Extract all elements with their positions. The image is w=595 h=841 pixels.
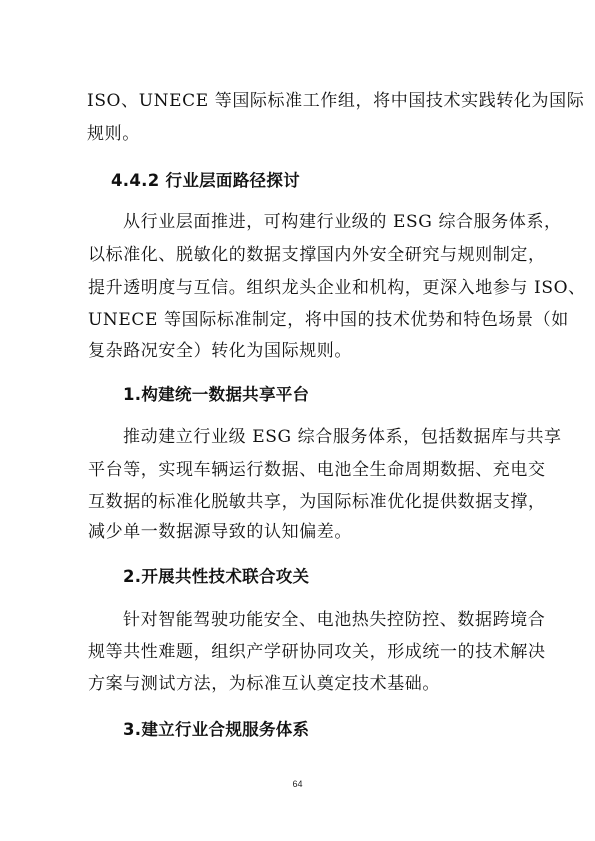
section-heading-4-4-2: 4.4.2 行业层面路径探讨: [111, 171, 300, 190]
item-2-line-1: 针对智能驾驶功能安全、电池热失控防控、数据跨境合: [123, 610, 546, 630]
intro-line-1: ISO、UNECE 等国际标准工作组，将中国技术实践转化为国际: [87, 91, 585, 111]
item-1-line-2: 平台等，实现车辆运行数据、电池全生命周期数据、充电交: [88, 460, 546, 480]
item-3-heading: 3.建立行业合规服务体系: [123, 720, 310, 739]
item-1-line-4: 减少单一数据源导致的认知偏差。: [88, 522, 352, 542]
section-442-line-2: 以标准化、脱敏化的数据支撑国内外安全研究与规则制定，: [88, 245, 546, 265]
section-442-line-4: UNECE 等国际标准制定，将中国的技术优势和特色场景（如: [88, 310, 569, 330]
section-442-line-1: 从行业层面推进，可构建行业级的 ESG 综合服务体系，: [123, 212, 562, 232]
item-1-line-3: 互数据的标准化脱敏共享，为国际标准优化提供数据支撑，: [88, 492, 546, 512]
item-1-heading: 1.构建统一数据共享平台: [123, 385, 310, 404]
item-2-heading: 2.开展共性技术联合攻关: [123, 567, 310, 586]
section-442-line-3: 提升透明度与互信。组织龙头企业和机构，更深入地参与 ISO、: [88, 278, 586, 298]
intro-line-2: 规则。: [87, 124, 140, 144]
item-2-line-3: 方案与测试方法，为标准互认奠定技术基础。: [88, 674, 440, 694]
page-number: 64: [292, 779, 303, 789]
item-2-line-2: 规等共性难题，组织产学研协同攻关，形成统一的技术解决: [88, 642, 546, 662]
item-1-line-1: 推动建立行业级 ESG 综合服务体系，包括数据库与共享: [123, 427, 562, 447]
section-442-line-5: 复杂路况安全）转化为国际规则。: [88, 341, 352, 361]
